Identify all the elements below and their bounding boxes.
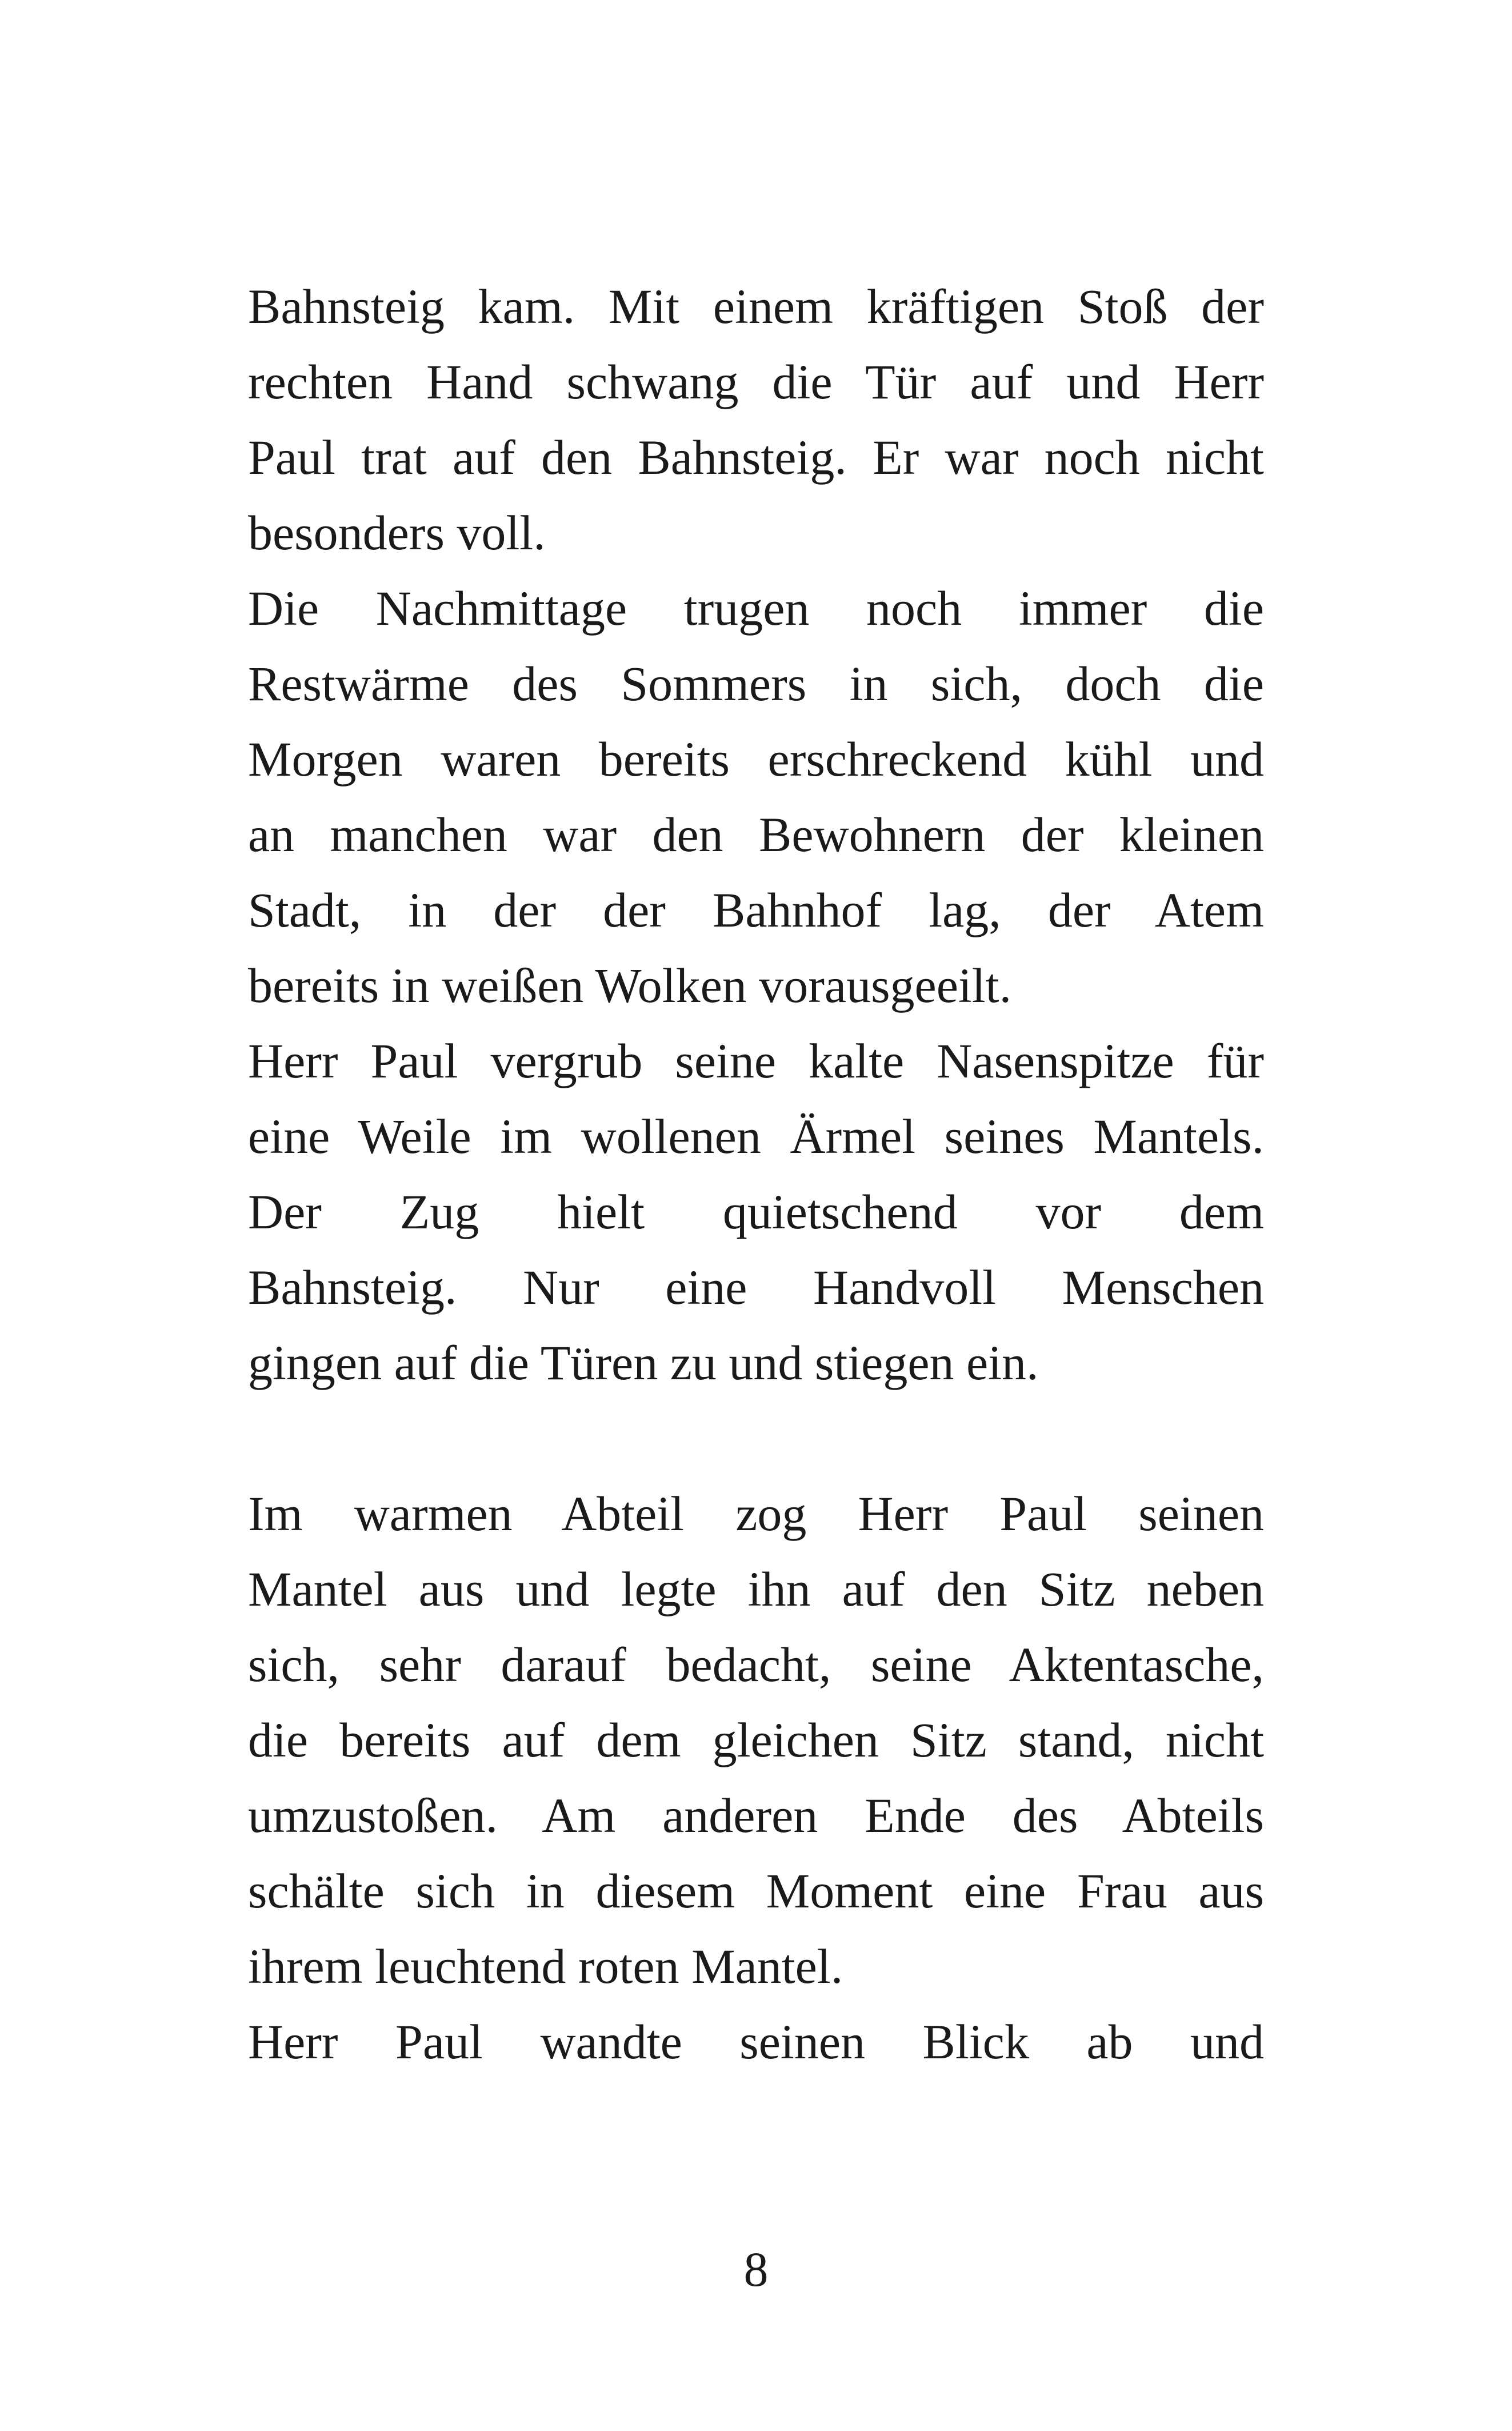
text-line: Restwärme des Sommers in sich, doch die [248, 656, 1264, 711]
text-line: Paul trat auf den Bahnsteig. Er war noch nicht [248, 430, 1264, 485]
body-text [248, 269, 1264, 2079]
text-line: rechten Hand schwang die Tür auf und Herr [248, 354, 1264, 409]
text-line: die bereits auf dem gleichen Sitz stand, nicht [248, 1713, 1264, 1767]
text-line: Bahnsteig. Nur eine Handvoll Menschen [248, 1260, 1264, 1315]
text-line: Morgen waren bereits erschreckend kühl und [248, 732, 1264, 787]
text-line: Die Nachmittage trugen noch immer die [248, 581, 1264, 636]
page-number: 8 [743, 2242, 769, 2297]
text-line: umzustoßen. Am anderen Ende des Abteils [248, 1788, 1264, 1843]
text-line: Herr Paul vergrub seine kalte Nasenspitze für [248, 1033, 1264, 1088]
text-line: Stadt, in der der Bahnhof lag, der Atem [248, 883, 1264, 937]
text-line: besonders voll. [248, 505, 546, 560]
text-line: schälte sich in diesem Moment eine Frau aus [248, 1863, 1264, 1918]
text-line: gingen auf die Türen zu und stiegen ein. [248, 1335, 1039, 1390]
text-line: Herr Paul wandte seinen Blick ab und [248, 2014, 1264, 2069]
text-line: eine Weile im wollenen Ärmel seines Mantels. [248, 1109, 1264, 1164]
text-line: ihrem leuchtend roten Mantel. [248, 1939, 843, 1994]
text-line: sich, sehr darauf bedacht, seine Aktentasche, [248, 1637, 1264, 1692]
text-line: an manchen war den Bewohnern der kleinen [248, 807, 1264, 862]
text-line: Im warmen Abteil zog Herr Paul seinen [248, 1486, 1264, 1541]
paragraph-gap [248, 1400, 1264, 1476]
text-line: Der Zug hielt quietschend vor dem [248, 1184, 1264, 1239]
text-line: Bahnsteig kam. Mit einem kräftigen Stoß der [248, 279, 1264, 334]
text-line: Mantel aus und legte ihn auf den Sitz neben [248, 1562, 1264, 1616]
text-line: bereits in weißen Wolken vorausgeeilt. [248, 958, 1012, 1013]
